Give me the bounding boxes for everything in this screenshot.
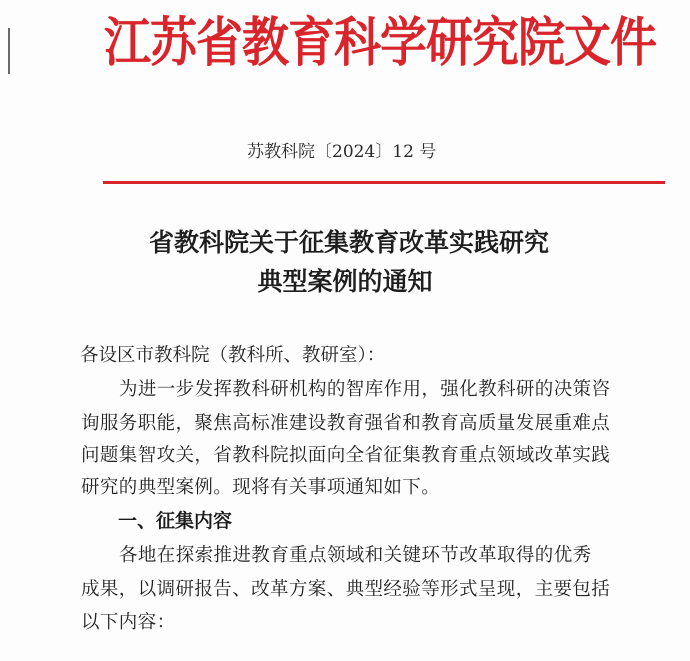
section-heading: 一、征集内容	[118, 510, 233, 532]
intro-paragraph-line: 询服务职能，聚焦高标准建设教育强省和教育高质量发展重难点	[81, 413, 611, 434]
red-divider-line	[103, 181, 665, 184]
intro-paragraph-line: 问题集智攻关，省教科院拟面向全省征集教育重点领域改革实践	[81, 445, 611, 466]
issuing-authority-header: 江苏省教育科学研究院文件	[104, 12, 656, 75]
intro-paragraph-line: 研究的典型案例。现将有关事项通知如下。	[81, 477, 441, 498]
addressee: 各设区市教科院（教科所、教研室）：	[80, 345, 386, 366]
section-paragraph-line: 成果，以调研报告、改革方案、典型经验等形式呈现，主要包括	[81, 579, 611, 600]
notice-title-line-1: 省教科院关于征集教育改革实践研究	[148, 228, 549, 257]
section-paragraph-line: 各地在探索推进教育重点领域和关键环节改革取得的优秀	[119, 545, 592, 566]
intro-paragraph-line: 为进一步发挥教科研机构的智库作用，强化教科研的决策咨	[119, 379, 611, 400]
notice-title-line-2: 典型案例的通知	[257, 267, 433, 296]
document-number: 苏教科院〔2024〕12 号	[247, 142, 437, 162]
binding-mark	[8, 28, 10, 74]
section-paragraph-line: 以下内容：	[81, 612, 176, 633]
